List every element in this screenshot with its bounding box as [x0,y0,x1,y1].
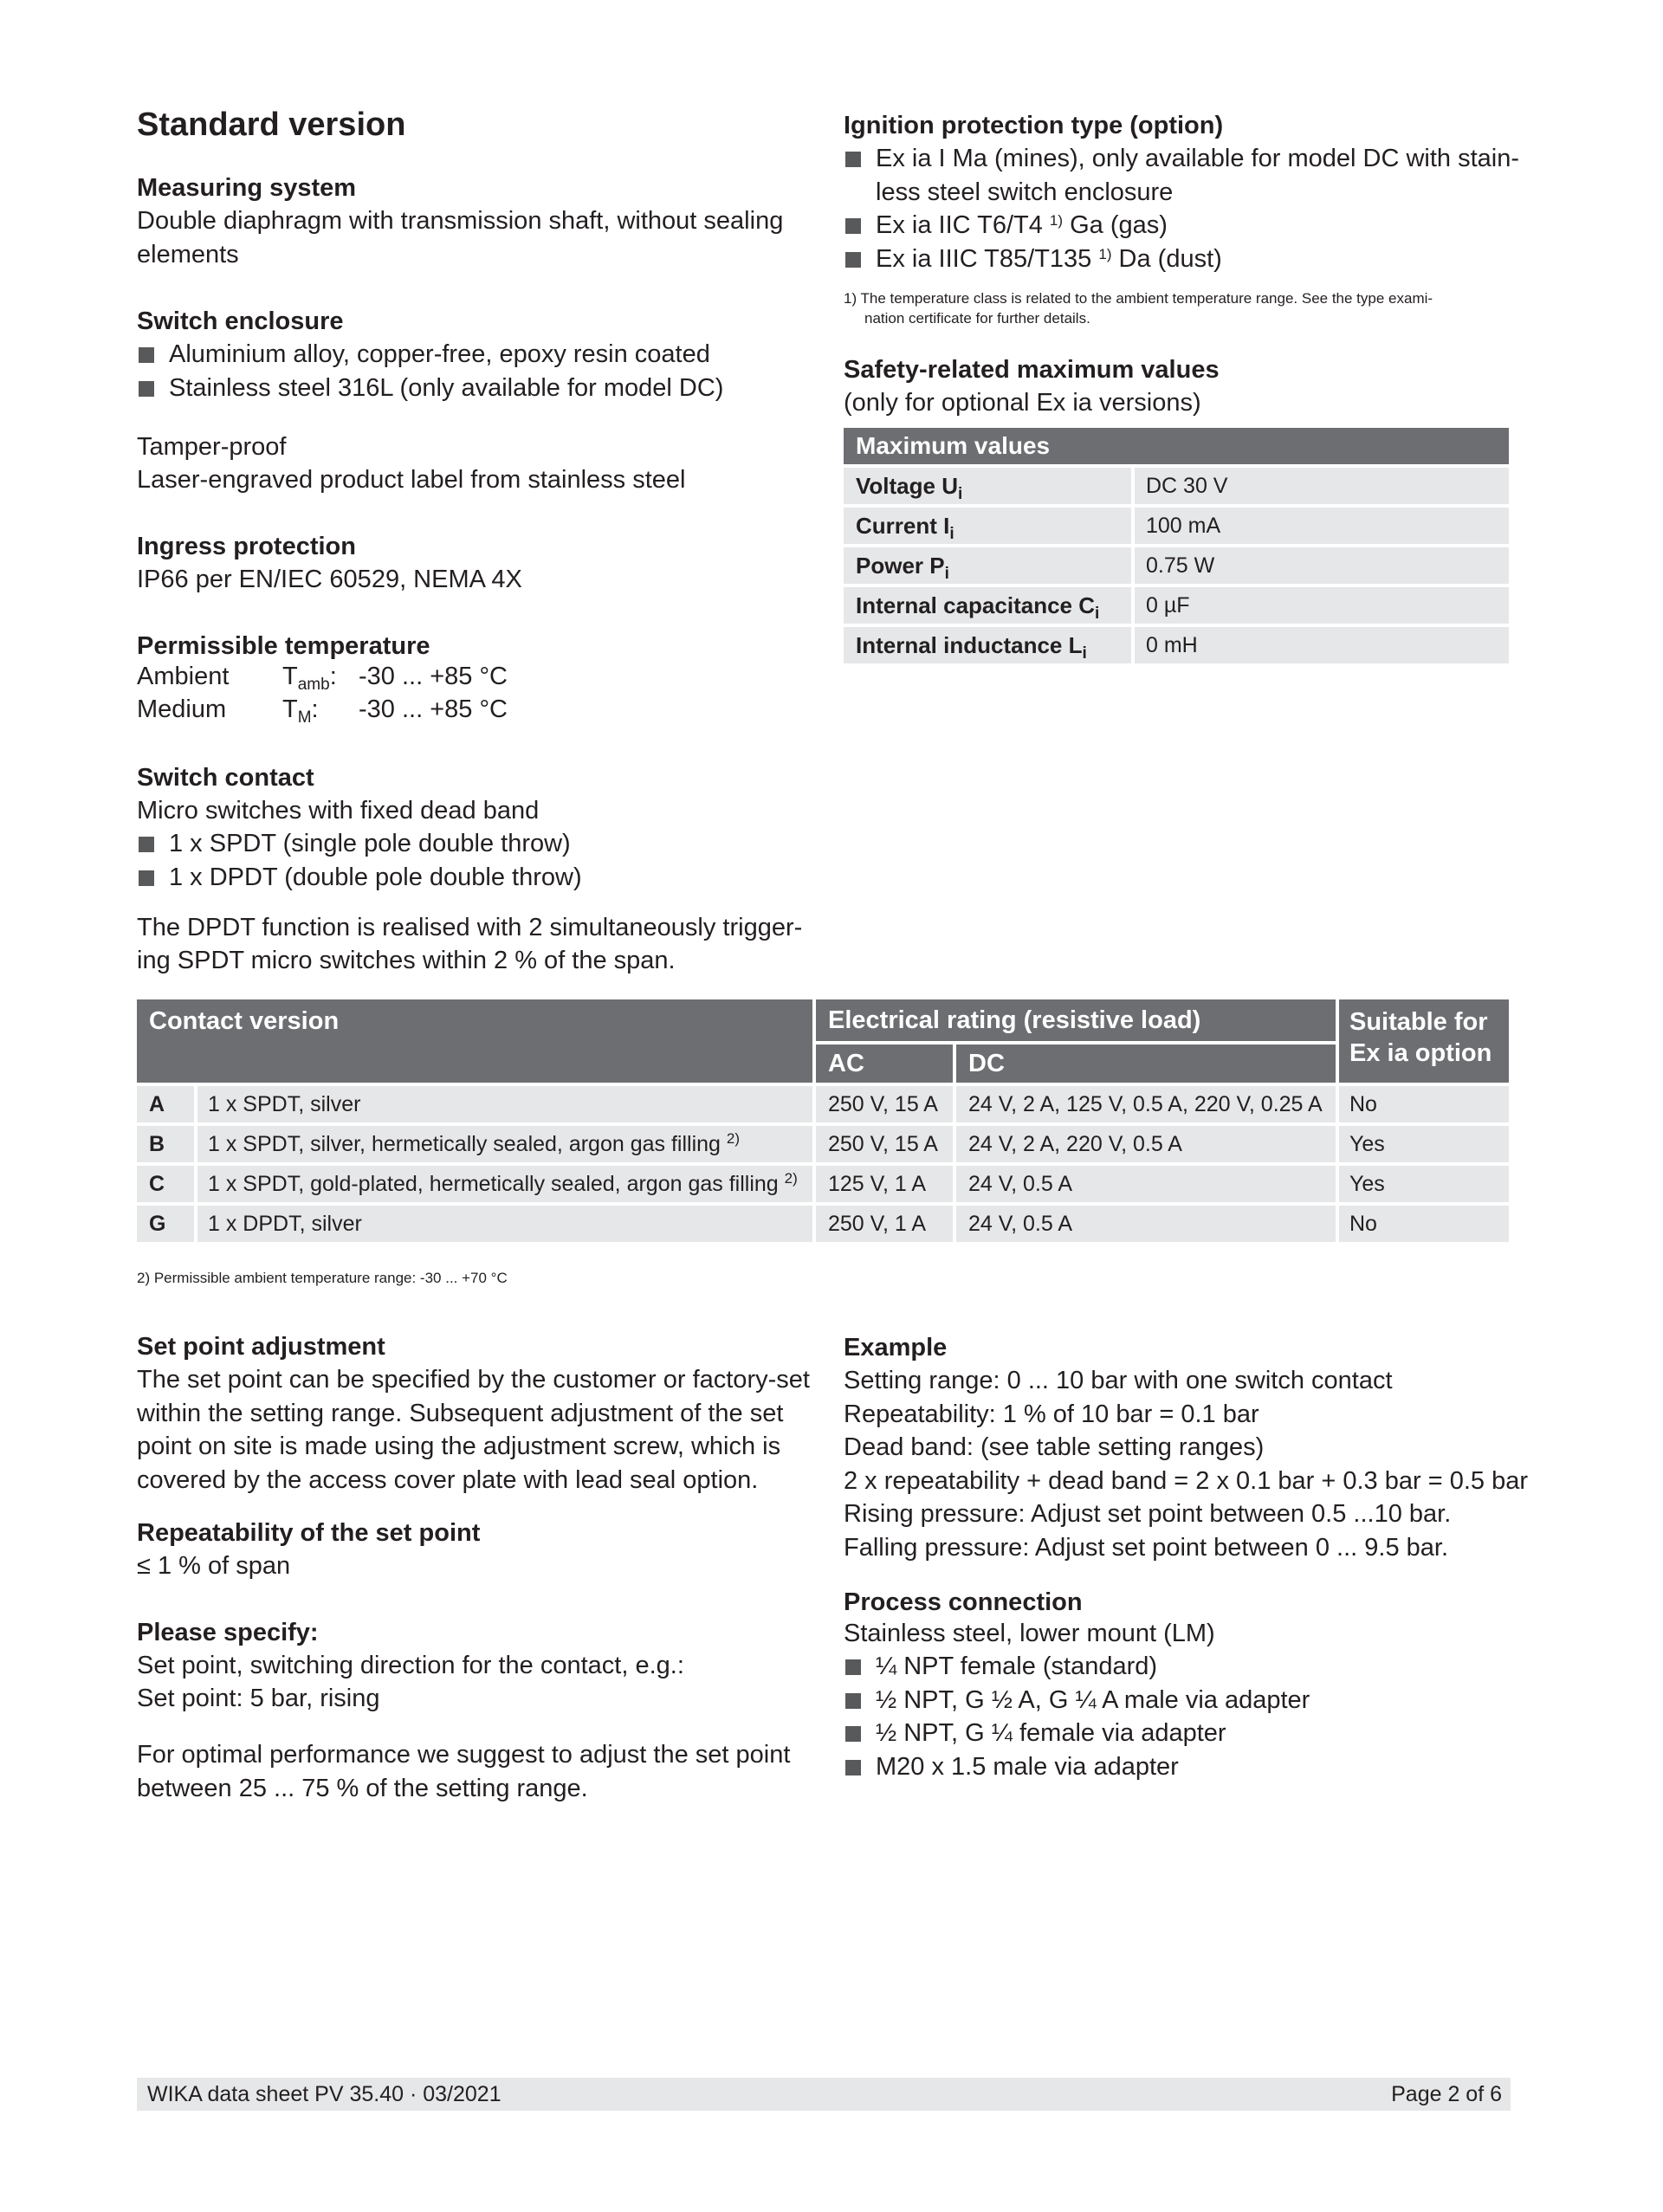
set-point-adjustment-heading: Set point adjustment [137,1333,385,1361]
example-text: Setting range: 0 ... 10 bar with one switch contact Repeatability: 1 % of 10 bar = 0.1 bar Dead band: (see table setting ranges) 2 x repeatability + dead band = 2 x 0.1 bar + 0.3 bar = 0.5 bar Rising pressure: Adjust set point between 0.5 ...10 bar. Falling pressure: Adjust set point between 0 ... 9.5 bar. [844,1367,1528,1562]
repeatability-text: ≤ 1 % of span [137,1552,291,1580]
ambient-symbol: $T_{amb}$: [282,663,337,694]
param-label: Voltage $U_i$ [844,468,1131,504]
ac-header: AC [816,1045,953,1083]
switch-enclosure-heading: Switch enclosure [137,307,344,335]
row-ac: 250 V, 1 A [816,1206,953,1242]
row-ac: 125 V, 1 A [816,1166,953,1202]
param-value: 0.75 W [1135,547,1509,584]
row-ac: 250 V, 15 A [816,1126,953,1162]
optimal-performance-text: For optimal performance we suggest to adjust the set point between 25 ... 75 % of the setting range. [137,1741,791,1802]
row-code: C [137,1166,194,1202]
ambient-range-footnote: 2) Permissible ambient temperature range: -30 ... +70 °C [137,1270,508,1286]
row-dc: 24 V, 2 A, 220 V, 0.5 A [956,1126,1336,1162]
list-item: Ex ia IIIC T85/T135 $^{1)}$ Da (dust) [844,243,1519,276]
datasheet-reference: WIKA data sheet PV 35.40 · 03/2021 [147,2082,501,2106]
row-dc: 24 V, 0.5 A [956,1206,1336,1242]
medium-symbol: $T_M$: [282,695,319,727]
please-specify-heading: Please specify: [137,1619,319,1646]
param-label: Internal inductance $L_i$ [844,627,1131,663]
ex-ia-header: Suitable for Ex ia option [1339,999,1509,1083]
set-point-adjustment-text: The set point can be specified by the customer or factory-set within the setting range. Subsequent adjustment of the set point on site is made using the adjustment screw, which is covered by the access cover plate with lead seal option. [137,1366,810,1494]
row-ex: No [1339,1206,1509,1242]
list-item: Ex ia IIC T6/T4 $^{1)}$ Ga (gas) [844,209,1519,243]
ingress-protection-heading: Ingress protection [137,533,356,560]
please-specify-line1: Set point, switching direction for the contact, e.g.: [137,1652,684,1679]
ingress-protection-text: IP66 per EN/IEC 60529, NEMA 4X [137,566,522,593]
list-item: 1 x DPDT (double pole double throw) [137,861,582,895]
contact-version-table [137,999,1509,1240]
row-description: 1 x SPDT, silver, hermetically sealed, argon gas filling $^{2)}$ [197,1126,812,1162]
row-dc: 24 V, 2 A, 125 V, 0.5 A, 220 V, 0.25 A [956,1086,1336,1122]
table-row [844,587,1509,624]
ambient-value: -30 ... +85 °C [359,663,508,690]
process-connection-text: Stainless steel, lower mount (LM) [844,1620,1215,1647]
dpdt-note-line1: The DPDT function is realised with 2 simultaneously trigger- [137,914,803,941]
safety-values-heading: Safety-related maximum values [844,356,1220,384]
measuring-system-text: Double diaphragm with transmission shaft, without sealing elements [137,207,784,268]
list-item: Aluminium alloy, copper-free, epoxy resin coated [137,338,723,372]
switch-contact-list [137,827,582,894]
table-row [844,547,1509,584]
row-description: 1 x DPDT, silver [197,1206,812,1242]
switch-enclosure-list [137,338,723,404]
dpdt-note-line2: ing SPDT micro switches within 2 % of the span. [137,947,676,974]
contact-version-header: Contact version [137,999,812,1083]
dc-header: DC [956,1045,1336,1083]
row-code: A [137,1086,194,1122]
row-description: 1 x SPDT, gold-plated, hermetically sealed, argon gas filling $^{2)}$ [197,1166,812,1202]
list-item: M20 x 1.5 male via adapter [844,1750,1310,1784]
please-specify-line2: Set point: 5 bar, rising [137,1685,380,1712]
maximum-values-header: Maximum values [844,428,1509,464]
ambient-temperature-row [137,660,570,693]
process-connection-heading: Process connection [844,1588,1083,1616]
list-item: 1 x SPDT (single pole double throw) [137,827,582,861]
param-value: 0 µF [1135,587,1509,624]
electrical-rating-header: Electrical rating (resistive load) [816,999,1336,1041]
ignition-protection-heading: Ignition protection type (option) [844,112,1224,139]
param-value: DC 30 V [1135,468,1509,504]
ambient-label: Ambient [137,663,230,690]
row-ex: No [1339,1086,1509,1122]
medium-temperature-row [137,693,570,726]
medium-value: -30 ... +85 °C [359,695,508,723]
measuring-system-heading: Measuring system [137,174,357,202]
param-label: Power $P_i$ [844,547,1131,584]
permissible-temperature-heading: Permissible temperature [137,632,430,660]
temperature-class-footnote: 1) The temperature class is related to the ambient temperature range. See the type exami- nation certificate for further details. [844,290,1433,327]
switch-contact-heading: Switch contact [137,764,314,792]
row-dc: 24 V, 0.5 A [956,1166,1336,1202]
repeatability-heading: Repeatability of the set point [137,1519,481,1547]
medium-label: Medium [137,695,227,723]
param-value: 0 mH [1135,627,1509,663]
process-connection-list [844,1650,1310,1783]
row-ex: Yes [1339,1166,1509,1202]
list-item: ¼ NPT female (standard) [844,1650,1310,1684]
table-row [844,508,1509,544]
row-code: B [137,1126,194,1162]
list-item: Ex ia I Ma (mines), only available for model DC with stain- less steel switch enclosure [844,142,1519,209]
page-number: Page 2 of 6 [1391,2082,1502,2106]
tamper-proof-text: Tamper-proof [137,433,287,461]
table-row [844,468,1509,504]
row-description: 1 x SPDT, silver [197,1086,812,1122]
param-label: Current $I_i$ [844,508,1131,544]
page-footer [137,2078,1511,2111]
param-value: 100 mA [1135,508,1509,544]
safety-values-subtext: (only for optional Ex ia versions) [844,389,1201,417]
page-title: Standard version [137,107,406,143]
product-label-text: Laser-engraved product label from stainless steel [137,466,686,494]
row-ac: 250 V, 15 A [816,1086,953,1122]
switch-contact-text: Micro switches with fixed dead band [137,797,540,825]
list-item: Stainless steel 316L (only available for model DC) [137,372,723,405]
table-row [844,627,1509,663]
ignition-protection-list [844,142,1519,275]
row-code: G [137,1206,194,1242]
list-item: ½ NPT, G ½ A, G ¼ A male via adapter [844,1684,1310,1717]
row-ex: Yes [1339,1126,1509,1162]
param-label: Internal capacitance $C_i$ [844,587,1131,624]
list-item: ½ NPT, G ¼ female via adapter [844,1717,1310,1750]
example-heading: Example [844,1334,948,1361]
maximum-values-table [844,428,1509,667]
